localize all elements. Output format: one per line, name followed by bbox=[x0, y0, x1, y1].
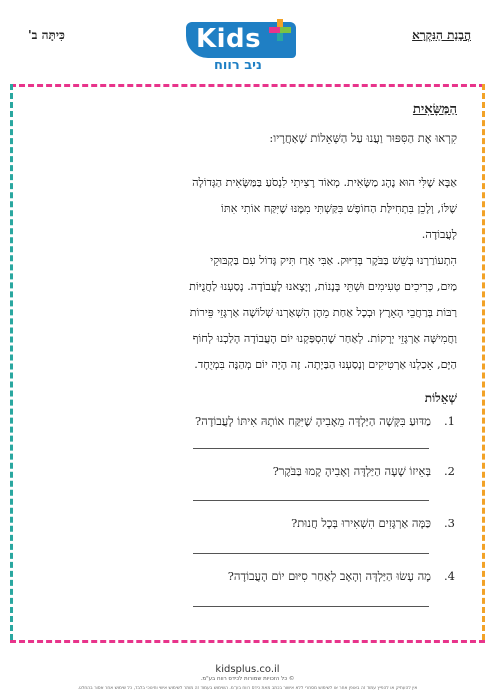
question-number: 3. bbox=[444, 516, 455, 530]
answer-line[interactable] bbox=[193, 500, 429, 501]
story-instruction: קִרְאוּ אֶת הַסִּפּוּר וַעֲנוּ עַל הַשְּׁאֵלוֹת שֶׁאַחֲרָיו: bbox=[269, 131, 457, 145]
footer-legal-text: אין להעתיק או להפיץ עמוד זה באופן אחר או לשימוש מסחרי ללא אישור בכתב מאת כידס רווח בע"מ. השימוש בעמוד זה מותר לשימוש אישי וחינוכי בלבד, כל שימוש אחר אסור בהחלט. bbox=[77, 686, 418, 691]
frame-bottom-border bbox=[10, 640, 485, 643]
paragraph-line: לָעֲבוֹדָה. bbox=[421, 228, 457, 241]
question-number: 1. bbox=[444, 414, 455, 428]
logo-brand-text: Kids bbox=[196, 24, 262, 54]
answer-line[interactable] bbox=[193, 606, 429, 607]
answer-line[interactable] bbox=[193, 448, 429, 449]
grade-label: כִּיתָּה ב' bbox=[28, 28, 65, 42]
frame-left-border bbox=[10, 84, 13, 640]
question-number: 4. bbox=[444, 569, 455, 583]
questions-heading: שְׁאֵלוֹת bbox=[424, 391, 457, 405]
footer-copyright: © כל הזכויות שמורות לכידס רווח בע"מ. bbox=[200, 676, 295, 682]
paragraph-line: הַיָּם, אָכַלְנוּ אַרְטִיקִים וְנָסַעְנוּ הַבַּיְתָה. זֶה הָיָה יוֹם מְהַנֶּה בִּמְיֻחָד. bbox=[194, 358, 457, 371]
paragraph-line: וַחֲמִישָּׁה אַרְגָּזֵי יְרָקוֹת. לְאַחַר שֶׁהִסְפַּקְנוּ יוֹם הָעֲבוֹדָה הָלַכְנוּ לְחוֹף bbox=[192, 332, 457, 345]
story-title: הַמַּשָּׂאִית bbox=[412, 102, 457, 117]
footer-url-link[interactable]: kidsplus.co.il bbox=[215, 664, 280, 675]
paragraph-line: מַיִם, כְּרִיכִים טְעִימִים וּשְׁתֵּי בָּנָנוֹת, וְיָצָאנוּ לָעֲבוֹדָה. נָסַעְנוּ לַחֲנֻיּוֹת bbox=[189, 280, 457, 293]
question-number: 2. bbox=[444, 464, 455, 478]
paragraph-line: רַבּוֹת בְּרַחֲבֵי הָאָרֶץ וּבְכָל אַחַת מֵהֶן הִשְׁאַרְנוּ שְׁלוֹשָׁה אַרְגָּזֵי פֵּירוֹת bbox=[189, 306, 457, 319]
question-text: מַדּוּעַ בִּקְּשָׁה הַיַּלְדָּה מֵאָבִיהָ שֶׁיִּקַּח אוֹתָהּ אִיתּוֹ לָעֲבוֹדָה? bbox=[194, 414, 431, 428]
question-text: בְּאֵיזוֹ שָׁעָה הַיַּלְדָּה וְאָבִיהָ קָמוּ בַּבֹּקֶר? bbox=[272, 464, 431, 478]
answer-line[interactable] bbox=[193, 553, 429, 554]
paragraph-line: הִתְעוֹרַרְנוּ בְּשֵׁשׁ בַּבֹּקֶר בְּדִיּוּק. אַבִּי אָרַז תִּיק גָּדוֹל עִם בַּקְבּוּקֵי bbox=[210, 254, 457, 267]
frame-right-border bbox=[482, 84, 485, 640]
question-text: כַּמָּה אַרְגָּזִים הִשְׁאִירוּ בְּכָל חֲנוּת? bbox=[291, 516, 431, 530]
logo-subtitle: ניב רווח bbox=[214, 58, 262, 73]
paragraph-line: שֶׁלּוֹ, וְלָכֵן בִּתְחִילַּת הַחוֹפֶשׁ בִּקַּשְׁתִּי מִמֶּנּוּ שֶׁיִּקַּח אוֹתִי אִתּוֹ bbox=[221, 202, 457, 215]
subject-label: הֲבָנַת הַנִּקְרָא bbox=[412, 28, 471, 42]
question-text: מָה עָשׂוּ הַיַּלְדָּה וְהָאָב לְאַחַר סִיּוּם יוֹם הָעֲבוֹדָה? bbox=[227, 569, 431, 583]
logo-plus-icon bbox=[268, 18, 292, 42]
frame-top-border bbox=[10, 84, 485, 87]
paragraph-line: אַבָּא שֶׁלִּי הוּא נֶהָג מַשָּׂאִית. מְאוֹד רָצִיתִי לִנְסֹעַ בַּמַּשָּׂאִית הַגְּדוֹלָה bbox=[192, 176, 457, 189]
